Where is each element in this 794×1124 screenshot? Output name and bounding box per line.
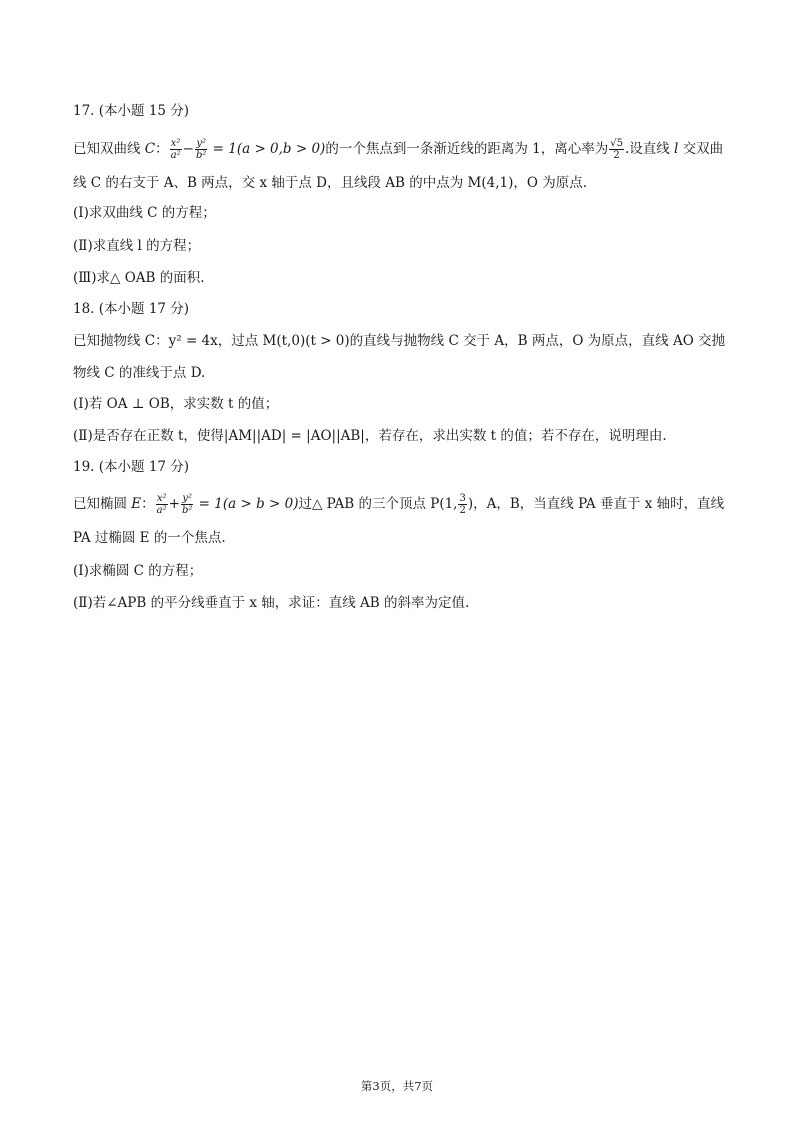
q18-part2: (Ⅱ)是否存在正数 t，使得|AM||AD| = |AO||AB|，若存在，求出实数 t 的值；若不存在，说明理由. [73,428,667,444]
q19-stem-line2: PA 过椭圆 E 的一个焦点. [73,530,226,546]
q19-header: 19. (本小题 17 分) [73,459,190,475]
q19-tail: )，A，B，当直线 PA 垂直于 x 轴时，直线 [467,496,725,512]
q17-stem-line1 [73,138,723,161]
q19-lead: 已知椭圆 [73,496,132,512]
q18-stem-line1: 已知抛物线 C：y² = 4x，过点 M(t,0)(t > 0)的直线与抛物线 C 交于 A，B 两点，O 为原点，直线 AO 交抛 [73,333,726,349]
q19-part1: (Ⅰ)求椭圆 C 的方程； [73,563,203,579]
q19-stem-line1 [73,493,724,516]
q19-point-y: $\frac{3}{2}$ [459,493,466,516]
q17-minus: − [182,141,194,157]
q19-condition: = 1(a > b > 0) [194,496,299,512]
q19-colon: ： [141,496,155,512]
q17-tail2: 交双曲 [678,141,724,157]
q17-lead: 已知双曲线 [73,141,145,157]
q18-part1: (Ⅰ)若 OA ⊥ OB，求实数 t 的值； [73,396,279,412]
q17-stem-line2: 线 C 的右支于 A、B 两点，交 x 轴于点 D，且线段 AB 的中点为 M(4,1)，O 为原点. [73,175,587,191]
q17-condition: = 1(a > 0,b > 0) [208,141,326,157]
q19-part2: (Ⅱ)若∠APB 的平分线垂直于 x 轴，求证：直线 AB 的斜率为定值. [73,595,470,611]
q17-header: 17. (本小题 15 分) [73,103,190,119]
q17-colon: ： [155,141,169,157]
q18-header: 18. (本小题 17 分) [73,301,190,317]
q19-frac-x: $\frac{\text{x²}}{\text{a²}}$ [156,493,167,516]
q17-curve: C [144,141,156,157]
q19-plus: + [168,496,180,512]
q17-frac-x: $\frac{\text{x²}}{\text{a²}}$ [170,138,181,161]
q17-part1: (Ⅰ)求双曲线 C 的方程； [73,205,216,221]
q19-frac-y: $\frac{\text{y²}}{\text{b²}}$ [181,493,193,516]
q17-eccentricity: $\frac{√5}{2}$ [610,138,623,161]
q19-mid-text: 过△ PAB 的三个顶点 P(1, [298,496,458,512]
q17-frac-y: $\frac{\text{y²}}{\text{b²}}$ [195,138,207,161]
q17-mid-text: 的一个焦点到一条渐近线的距离为 1，离心率为 [325,141,609,157]
q17-part2: (Ⅱ)求直线 l 的方程； [73,238,201,254]
q17-line-l: l [674,141,679,157]
q19-curve: E [131,496,142,512]
q17-tail: .设直线 [624,141,675,157]
page-number-footer: 第3页，共7页 [360,1079,434,1093]
q17-part3: (Ⅲ)求△ OAB 的面积. [73,270,205,286]
q18-stem-line2: 物线 C 的准线于点 D. [73,365,206,381]
